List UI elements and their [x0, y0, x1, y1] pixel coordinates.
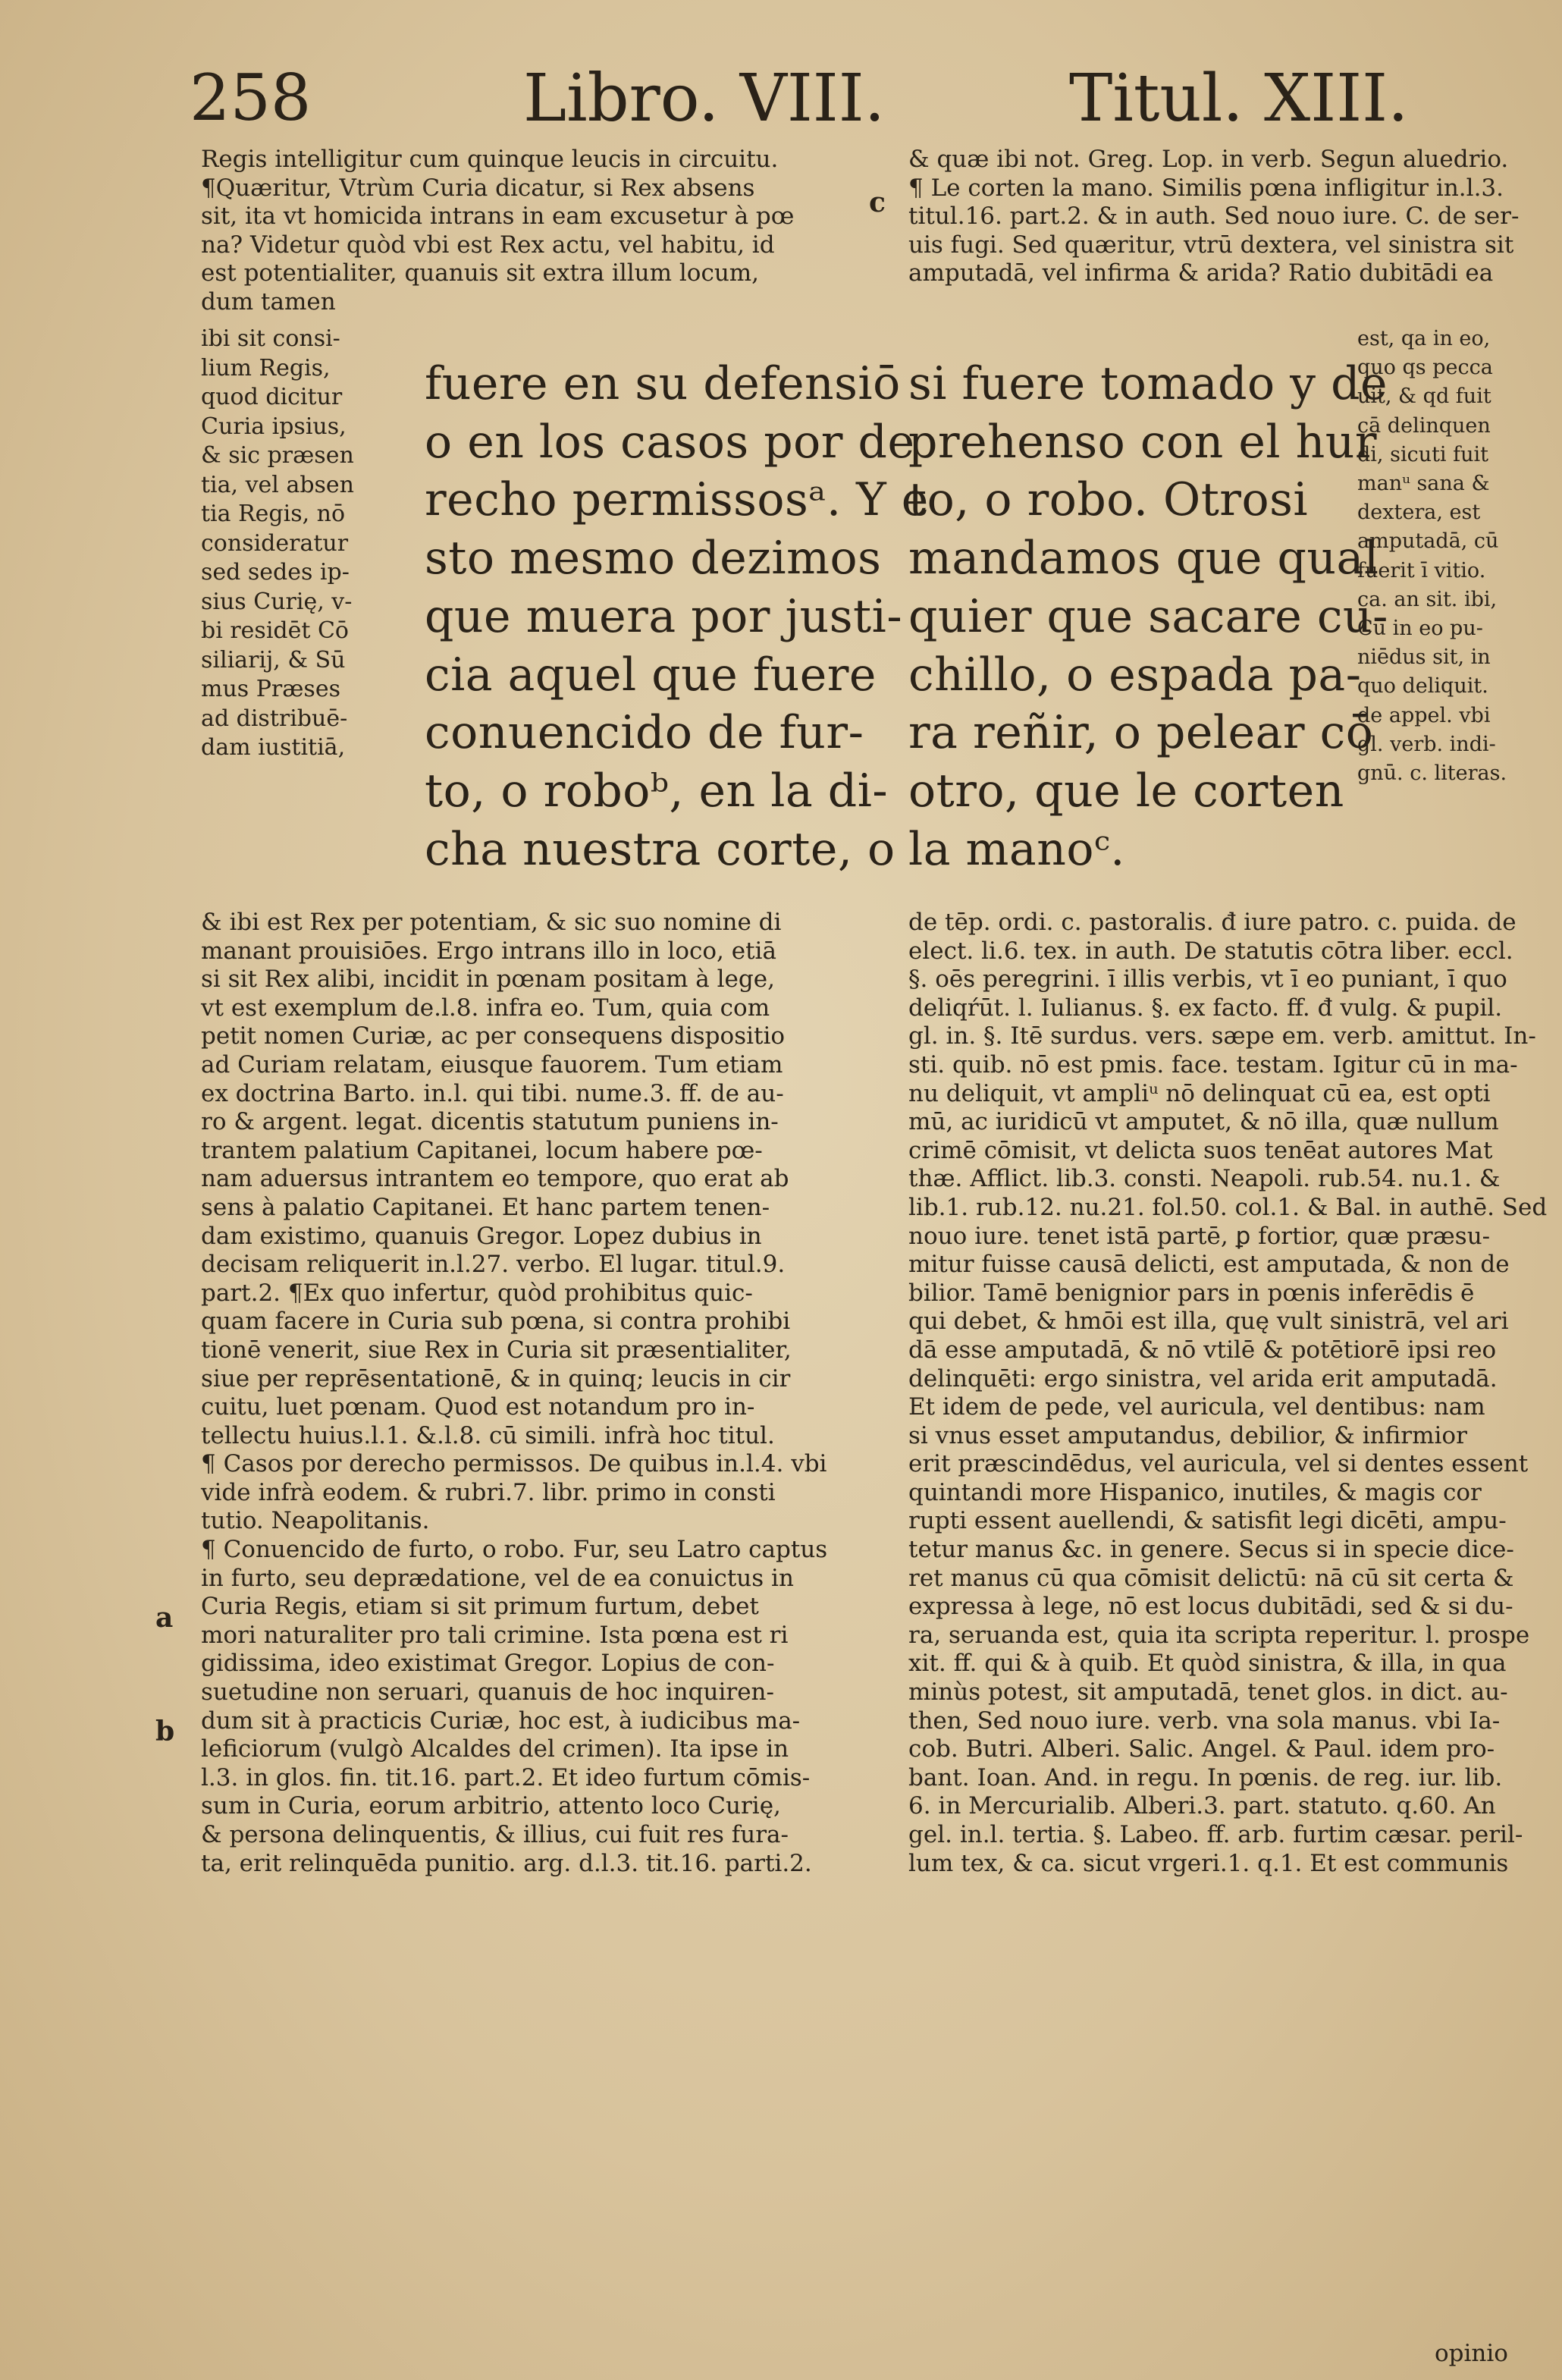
gloss-marker-a: a	[155, 1602, 174, 1634]
gloss-marker-c: c	[869, 187, 886, 218]
law-text-right: si fuere tomado y de prehenso con el hur to, o robo. Otrosi mandamos que qual quier que sacare cu- chillo, o espada pa- ra reñir, o pelear cō otro, que le corten la manoᶜ.	[908, 357, 1388, 876]
right-gloss-bottom: de tēp. ordi. c. pastoralis. đ iure patro. c. puida. de elect. li.6. tex. in auth. De statutis cōtra liber. eccl. §. oēs peregrini. ī illis verbis, vt ī eo puniant, ī quo deliqŕūt. l. Iulianus. §. ex facto. ff. đ vulg. & pupil. gl. in. §. Itē surdus. vers. sæpe em. verb. amittut. In- sti. quib. nō est pmis. face. testam. Igitur cū in ma- nu deliquit, vt ampliᵘ nō delinquat cū ea, est opti mū, ac iuridicū vt amputet, & nō illa, quæ nullum crimē cōmisit, vt delicta suos tenēat autores Mat thæ. Afflict. lib.3. consti. Neapoli. rub.54. nu.1. & lib.1. rub.12. nu.21. fol.50. col.1. & Bal. in authē. Sed nouo iure. tenet istā partē, ꝑ fortior, quæ præsu- mitur fuisse causā delicti, est amputada, & non de bilior. Tamē benignior pars in pœnis inferēdis ē qui debet, & hmōi est illa, quę vult sinistrā, vel ari dā esse amputadā, & nō vtilē & potētiorē ipsi reo delinquēti: ergo sinistra, vel arida erit amputadā. Et idem de pede, vel auricula, vel dentibus: nam si vnus esset amputandus, debilior, & infirmior erit præscindēdus, vel auricula, vel si dentes essent quintandi more Hispanico, inutiles, & magis cor rupti essent auellendi, & satisfit legi dicēti, ampu- tetur manus &c. in genere. Secus si in specie dice- ret manus cū qua cōmisit delictū: nā cū sit certa & expressa à lege, nō est locus dubitādi, sed & si du- ra, seruanda est, quia ita scripta reperitur. l. prospe xit. ff. qui & à quib. Et quòd sinistra, & illa, in qua minùs potest, sit amputadā, tenet glos. in dict. au- then, Sed nouo iure. verb. vna sola manus. vbi Ia- cob. Butri. Alberi. Salic. Angel. & Paul. idem pro- bant. Ioan. And. in regu. In pœnis. de reg. iur. lib. 6. in Mercurialib. Alberi.3. part. statuto. q.60. An gel. in.l. tertia. §. Labeo. ff. arb. furtim cæsar. peril- lum tex, & ca. sicut vrgeri.1. q.1. Et est communis	[908, 909, 1548, 1877]
gloss-marker-b: b	[155, 1716, 175, 1747]
catchword: opinio	[1435, 2340, 1508, 2367]
left-gloss-bottom: & ibi est Rex per potentiam, & sic suo nomine di manant prouisiōes. Ergo intrans illo in loco, etiā si sit Rex alibi, incidit in pœnam positam à lege, vt est exemplum de.l.8. infra eo. Tum, quia com petit nomen Curiæ, ac per consequens dispositio ad Curiam relatam, eiusque fauorem. Tum etiam ex doctrina Barto. in.l. qui tibi. nume.3. ff. de au- ro & argent. legat. dicentis statutum puniens in- trantem palatium Capitanei, locum habere pœ- nam aduersus intrantem eo tempore, quo erat ab sens à palatio Capitanei. Et hanc partem tenen- dam existimo, quanuis Gregor. Lopez dubius in decisam reliquerit in.l.27. verbo. El lugar. titul.9. part.2. ¶Ex quo infertur, quòd prohibitus quic- quam facere in Curia sub pœna, si contra prohibi tionē venerit, siue Rex in Curia sit præsentialiter, siue per reprēsentationē, & in quinq; leucis in cir cuitu, luet pœnam. Quod est notandum pro in- tellectu huius.l.1. &.l.8. cū simili. infrà hoc titul. ¶ Casos por derecho permissos. De quibus in.l.4. vbi vide infrà eodem. & rubri.7. libr. primo in consti tutio. Neapolitanis. ¶ Conuencido de furto, o robo. Fur, seu Latro captus in furto, seu deprædatione, vel de ea conuictus in Curia Regis, etiam si sit primum furtum, debet mori naturaliter pro tali crimine. Ista pœna est ri gidissima, ideo existimat Gregor. Lopius de con- suetudine non seruari, quanuis de hoc inquiren- dum sit à practicis Curiæ, hoc est, à iudicibus ma- leficiorum (vulgò Alcaldes del crimen). Ita ipse in l.3. in glos. fin. tit.16. part.2. Et ideo furtum cōmis- sum in Curia, eorum arbitrio, attento loco Curię, & persona delinquentis, & illius, cui fuit res fura- ta, erit relinquēda punitio. arg. d.l.3. tit.16. parti.2.	[201, 909, 828, 1877]
running-header	[0, 53, 1562, 137]
page-number: 258	[190, 61, 312, 135]
right-gloss-top: & quæ ibi not. Greg. Lop. in verb. Segun aluedrio. ¶ Le corten la mano. Similis pœna infligitur in.l.3. titul.16. part.2. & in auth. Sed nouo iure. C. de ser- uis fugi. Sed quæritur, vtrū dextera, vel sinistra sit amputadā, vel infirma & arida? Ratio dubitādi ea	[908, 146, 1520, 287]
title-label: Titul. XIII.	[1069, 61, 1409, 137]
book-label: Libro. VIII.	[523, 61, 886, 137]
right-gloss-narrow: est, qa in eo, quo qs pecca uit, & qd fuit cā delinquen di, sicuti fuit manᵘ sana & dextera, est amputadā, cū fuerit ī vitio. ca. an sit. ibi, Cū in eo pu- niēdus sit, in quo deliquit. de appel. vbi gl. verb. indi- gnū. c. literas.	[1357, 327, 1507, 786]
law-text-left: fuere en su defensiō o en los casos por de recho permissosᵃ. Y e sto mesmo dezimos que muera por justi- cia aquel que fuere conuencido de fur- to, o roboᵇ, en la di- cha nuestra corte, o	[425, 357, 929, 876]
left-gloss-narrow: ibi sit consi- lium Regis, quod dicitur Curia ipsius, & sic præsen tia, vel absen tia Regis, nō consideratur sed sedes ip- sius Curię, v- bi residēt Cō siliarij, & Sū mus Præses ad distribuē- dam iustitiā,	[201, 325, 355, 761]
left-gloss-top: Regis intelligitur cum quinque leucis in circuitu. ¶Quæritur, Vtrùm Curia dicatur, si Rex absens sit, ita vt homicida intrans in eam excusetur à pœ na? Videtur quòd vbi est Rex actu, vel habitu, id est potentialiter, quanuis sit extra illum locum, dum tamen	[201, 146, 795, 316]
